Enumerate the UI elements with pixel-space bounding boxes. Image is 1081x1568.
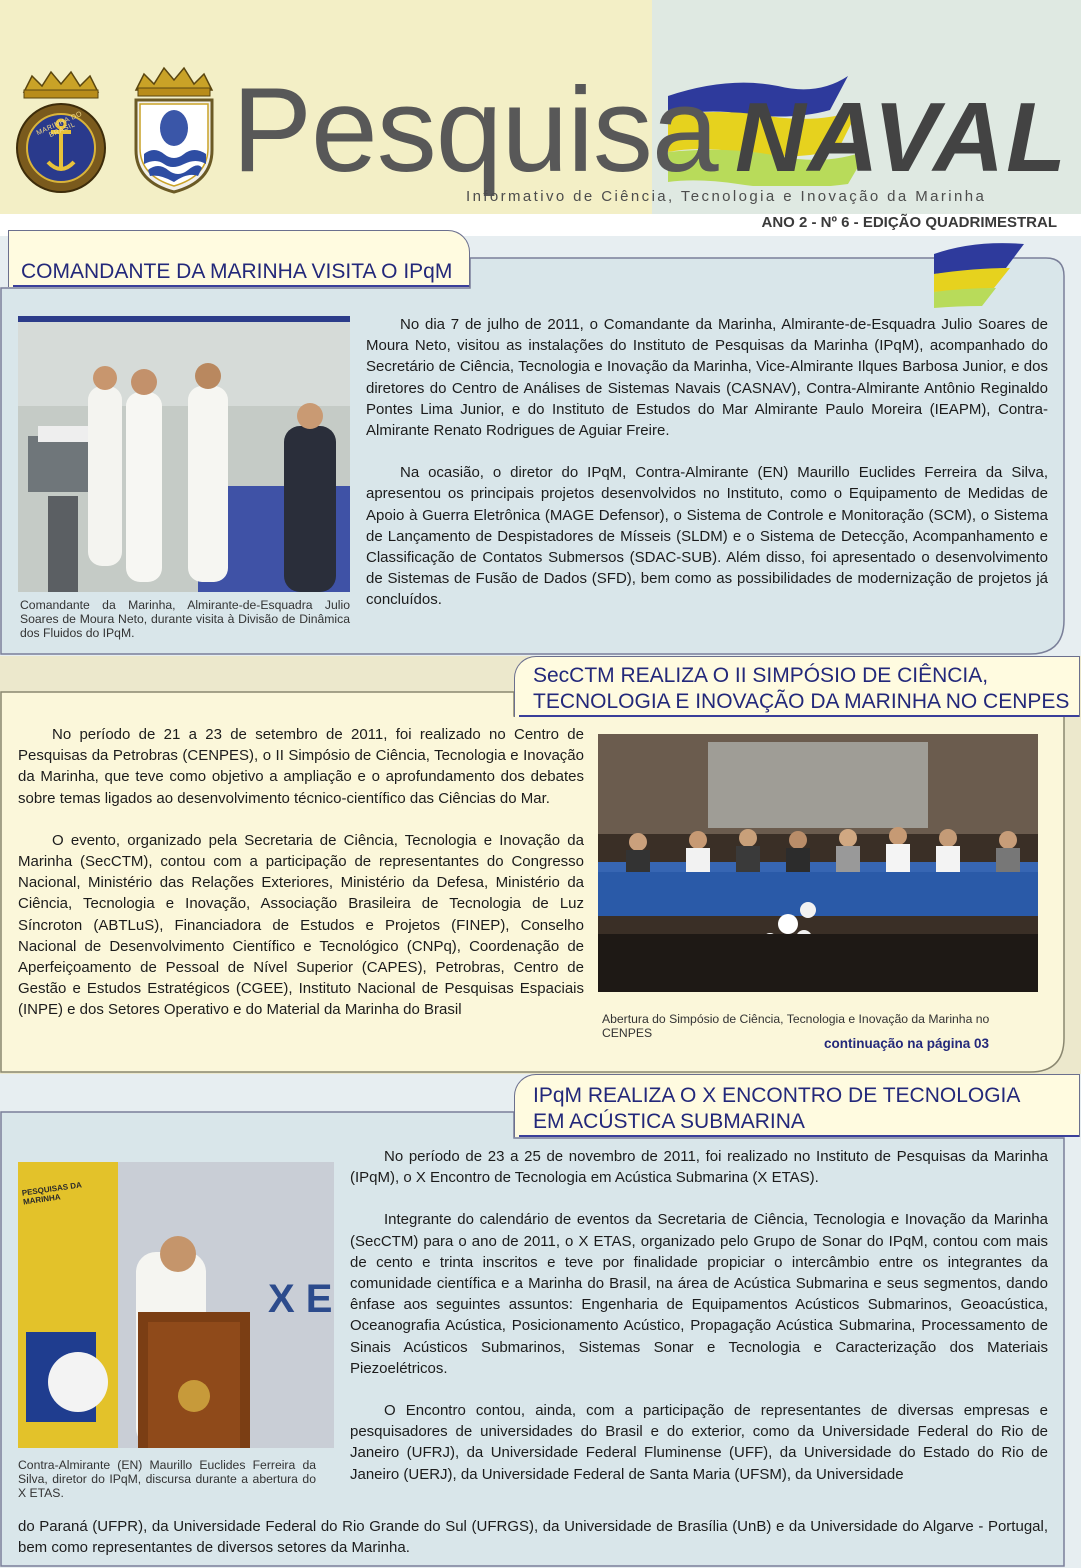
- article2-paragraph: O evento, organizado pela Secretaria de Ciência, Tecnologia e Inovação da Marinha (SecCTM), contou com a participação de representantes do Congresso Nacional, Ministério das Relações Exteriores, Ministério da Defesa, Ministério da Ciência, Tecnologia e Inovação, Associação Brasileira de Tecnologia de Luz Síncroton (ABTLuS), Financiadora de Estudos e Projetos (FINEP), Conselho Nacional de Desenvolvimento Científico e Tecnológico (CNPq), Coordenação de Aperfeiçoamento de Pessoal de Nível Superior (CAPES), Petrobras, Centro de Gestão e Estudos Estratégicos (CGEE), Instituto Nacional de Pesquisas Espaciais (INPE) e dos Setores Operativo e do Material da Marinha do Brasil: [18, 831, 584, 1019]
- article2-body: [18, 724, 584, 1042]
- article3-title-tab: [514, 1074, 1080, 1137]
- article3-title-line1: IPqM REALIZA O X ENCONTRO DE TECNOLOGIA: [533, 1084, 1021, 1107]
- article1-title: COMANDANTE DA MARINHA VISITA O IPqM: [21, 260, 453, 283]
- edition-label: ANO 2 - Nº 6 - EDIÇÃO QUADRIMESTRAL: [761, 214, 1057, 231]
- article3-body: [350, 1146, 1048, 1485]
- photo-banner-text: PESQUISAS DA MARINHA: [21, 1180, 83, 1207]
- article1-caption: Comandante da Marinha, Almirante-de-Esquadra Julio Soares de Moura Neto, durante visita à Divisão de Dinâmica dos Fluidos do IPqM.: [20, 598, 350, 640]
- article3-paragraph: O Encontro contou, ainda, com a participação de representantes de diversas empresas e pesquisadores de universidades do Brasil e do exterior, como da Universidade Federal do Rio de Janeiro (UFRJ), da Universidade Federal Fluminense (UFF), da Universidade do Estado do Rio de Janeiro (UERJ), da Universidade Federal de Santa Maria (UFSM), da Universidade: [350, 1402, 1048, 1483]
- article1-body: [366, 314, 1048, 632]
- masthead-subtitle: Informativo de Ciência, Tecnologia e Inovação da Marinha: [466, 188, 987, 205]
- article3-paragraph: do Paraná (UFPR), da Universidade Federal do Rio Grande do Sul (UFRGS), da Universidade de Brasília (UnB) e da Universidade do Algarve - Portugal, bem como representantes de diversos setores da Marinha.: [18, 1518, 1048, 1557]
- article1-paragraph: No dia 7 de julho de 2011, o Comandante da Marinha, Almirante-de-Esquadra Julio Soares de Moura Neto, visitou as instalações do Instituto de Pesquisas da Marinha (IPqM), acompanhado do Secretário de Ciência, Tecnologia e Inovação da Marinha, Vice-Almirante Ilques Barbosa Junior, e dos diretores do Centro de Análises de Sistemas Navais (CASNAV), Contra-Almirante Antônio Reginaldo Pontes Lima Junior, e do Instituto de Estudos do Mar Almirante Paulo Moreira (IEAPM), Contra-Almirante Renato Rodrigues de Aguiar Freire.: [366, 316, 1048, 440]
- article2-caption: Abertura do Simpósio de Ciência, Tecnologia e Inovação da Marinha no CENPES: [602, 1012, 990, 1040]
- article3-paragraph: Integrante do calendário de eventos da Secretaria de Ciência, Tecnologia e Inovação da Marinha (SecCTM) para o ano de 2011, o X ETAS, organizado pelo Grupo de Sonar do IPqM, contou com mais de cento e trinta inscritos e teve por finalidade propiciar o intercâmbio entre os integrantes da comunidade científica e a Marinha do Brasil, na área de Acústica Submarina e seus segmentos, dando ênfase aos seguintes assuntos: Engenharia de Equipamentos Acústicos Submarinos, Geoacústica, Oceanografia Acústica, Posicionamento Acústico, Propagação Acústica Submarina, Processamento de Sinais Acústicos Submarinos, Sistemas Sonar e Tecnologia e Caracterização dos Materiais Piezoelétricos.: [350, 1211, 1048, 1377]
- article1-title-tab: [8, 230, 470, 287]
- article1-photo: [18, 316, 350, 592]
- crest-ring-text: MARINHA DO BRASIL: [35, 110, 84, 140]
- masthead-title-naval: NAVAL: [735, 82, 1068, 192]
- article2-paragraph: No período de 21 a 23 de setembro de 2011, foi realizado no Centro de Pesquisas da Petrobras (CENPES), o II Simpósio de Ciência, Tecnologia e Inovação da Marinha, que teve como objetivo a ampliação e o aprofundamento dos debates sobre temas ligados ao desenvolvimento técnico-científico das Ciências do Mar.: [18, 726, 584, 807]
- masthead-title-pesquisa: Pesquisa: [232, 63, 718, 197]
- photo-screen-text: X E: [268, 1277, 333, 1321]
- ipqm-crest-icon: [126, 64, 222, 196]
- article3-caption: Contra-Almirante (EN) Maurillo Euclides Ferreira da Silva, diretor do IPqM, discursa durante a abertura do X ETAS.: [18, 1458, 316, 1500]
- article2-title-line2: TECNOLOGIA E INOVAÇÃO DA MARINHA NO CENPES: [533, 690, 1070, 713]
- article2-title-tab: [514, 656, 1080, 717]
- article3-paragraph: No período de 23 a 25 de novembro de 2011, foi realizado no Instituto de Pesquisas da Marinha (IPqM), o X Encontro de Tecnologia em Acústica Submarina (X ETAS).: [350, 1148, 1048, 1187]
- article3-body-continued: [18, 1516, 1048, 1558]
- continuation-link[interactable]: continuação na página 03: [824, 1036, 990, 1051]
- article3-title-line2: EM ACÚSTICA SUBMARINA: [533, 1110, 805, 1133]
- article3-photo: [18, 1162, 334, 1448]
- article2-title-line1: SecCTM REALIZA O II SIMPÓSIO DE CIÊNCIA,: [533, 664, 989, 687]
- small-flag-icon: [934, 240, 1028, 308]
- article2-photo: [598, 734, 1038, 992]
- article1-paragraph: Na ocasião, o diretor do IPqM, Contra-Almirante (EN) Maurillo Euclides Ferreira da Silva, apresentou os principais projetos desenvolvidos no Instituto, como o Equipamento de Medidas de Apoio à Guerra Eletrônica (MAGE Defensor), o Sistema de Controle e Monitoração (SCM), o Sistema de Lançamento de Despistadores de Mísseis (SLDM) e o Sistema de Detecção, Acompanhamento e Classificação de Contatos Submersos (SDAC-SUB). Além disso, foi apresentado o desenvolvimento de Sistemas de Fusão de Dados (SFD), bem como as possibilidades de modernização de projetos já concluídos.: [366, 464, 1048, 609]
